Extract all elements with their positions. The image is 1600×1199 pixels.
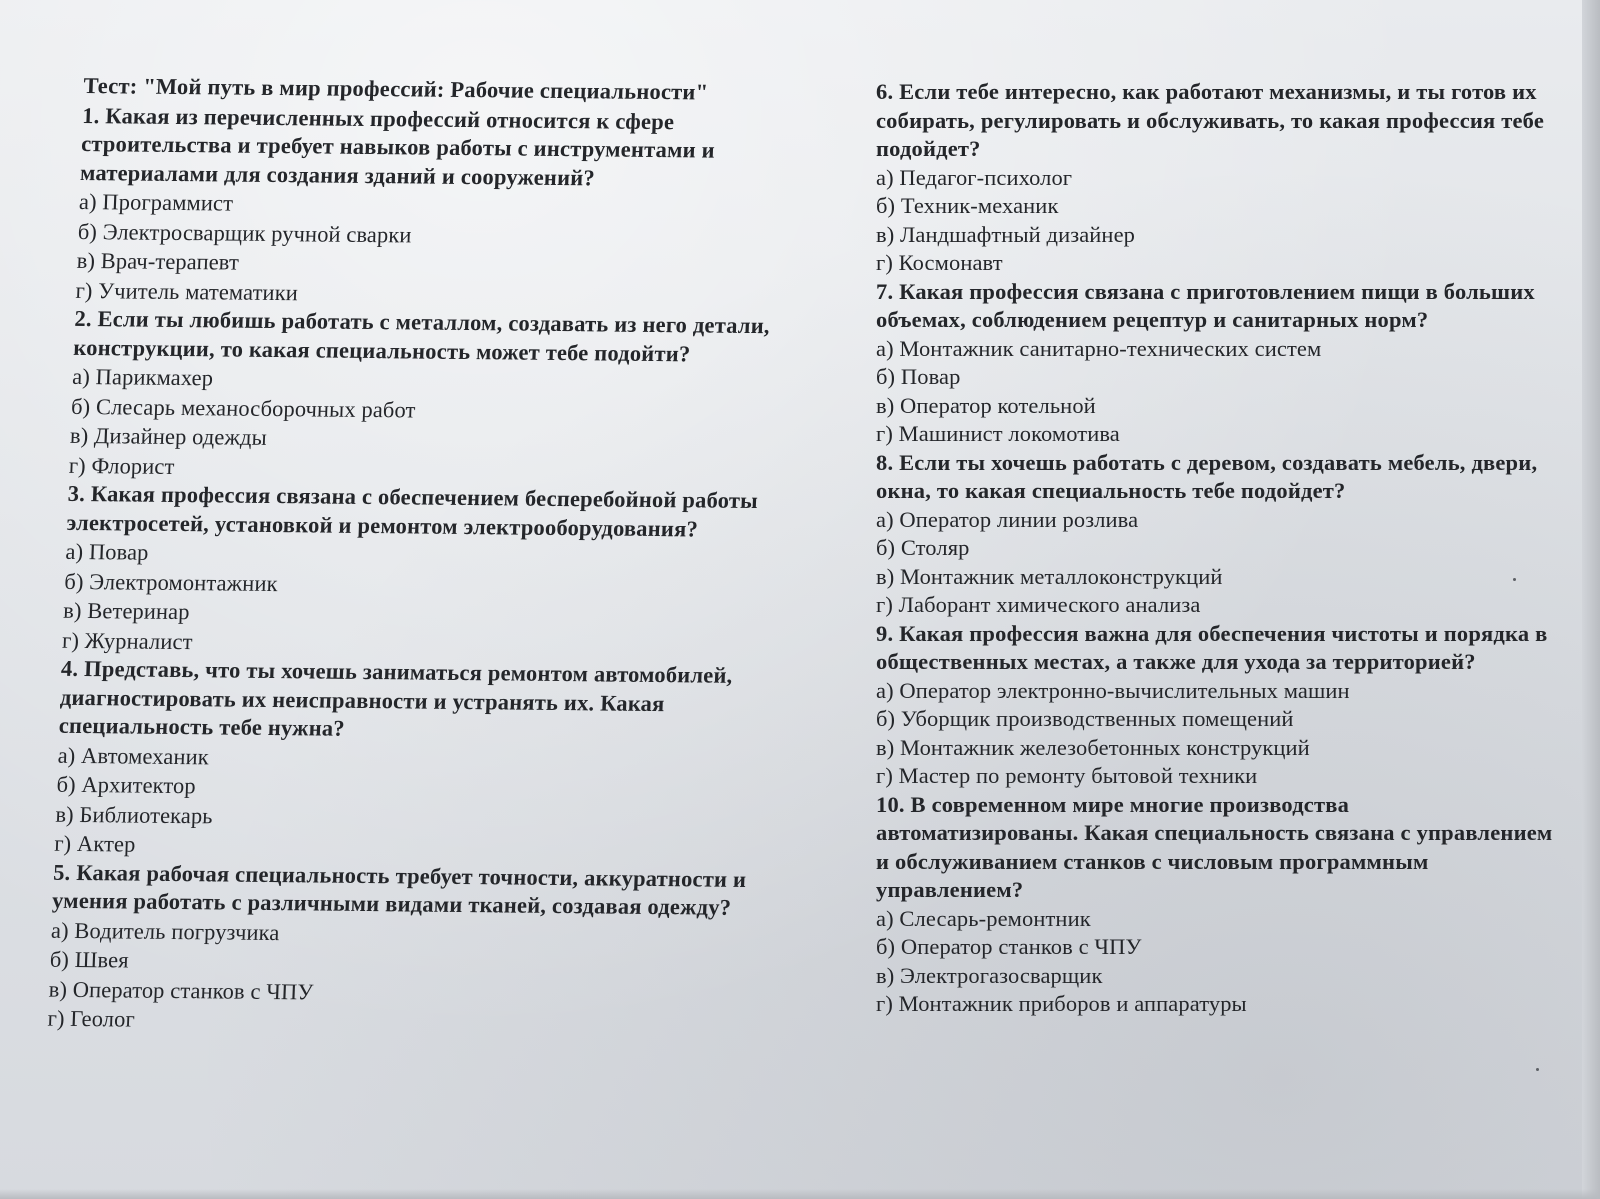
answer-option: а) Оператор электронно-вычислительных машин — [876, 677, 1350, 703]
sheet-bottom-edge — [0, 1189, 1600, 1199]
answer-option: в) Монтажник железобетонных конструкций — [876, 734, 1310, 760]
answer-option: в) Оператор станков с ЧПУ — [48, 976, 314, 1004]
answer-option: б) Слесарь механосборочных работ — [70, 393, 416, 422]
question-text: 8. Если ты хочешь работать с деревом, создавать мебель, двери, окна, то какая специальность тебе подойдет? — [876, 449, 1538, 503]
answer-option: а) Слесарь-ремонтник — [876, 905, 1091, 931]
question-6 — [876, 78, 1556, 278]
answer-option: в) Библиотекарь — [55, 801, 214, 828]
answer-option: в) Дизайнер одежды — [69, 422, 268, 450]
answer-option: а) Парикмахер — [71, 363, 214, 391]
answer-option: а) Монтажник санитарно-технических систем — [876, 335, 1322, 361]
test-title: Тест: "Мой путь в мир профессий: Рабочие специальности" — [83, 72, 709, 105]
sheet-right-edge — [1582, 0, 1600, 1199]
question-3 — [62, 480, 789, 662]
question-text: 6. Если тебе интересно, как работают механизмы, и ты готов их собирать, регулировать и обслуживать, то какая профессия тебе подойдет? — [876, 79, 1545, 161]
answer-option: г) Мастер по ремонту бытовой техники — [876, 763, 1258, 788]
answer-option: г) Лаборант химического анализа — [876, 592, 1201, 617]
answer-option: б) Столяр — [876, 535, 970, 560]
answer-option: б) Уборщик производственных помещений — [876, 706, 1294, 731]
question-7 — [876, 278, 1556, 449]
answer-option: в) Ветеринар — [62, 597, 191, 625]
answer-option: г) Космонавт — [876, 250, 1003, 275]
right-column — [876, 78, 1556, 1019]
answer-option: в) Оператор котельной — [876, 392, 1096, 418]
answer-option: г) Флорист — [68, 452, 175, 479]
question-2 — [68, 305, 795, 487]
answer-option: в) Ландшафтный дизайнер — [876, 221, 1136, 247]
answer-option: в) Электрогазосварщик — [876, 962, 1103, 988]
question-text: 9. Какая профессия важна для обеспечения чистоты и порядка в общественных местах, а также для ухода за территорией? — [876, 620, 1548, 674]
question-4 — [54, 655, 782, 866]
question-text: 2. Если ты любишь работать с металлом, создавать из него детали, конструкции, то какая специальность может тебе подойти? — [72, 305, 771, 366]
question-9 — [876, 620, 1556, 791]
answer-option: в) Врач-терапевт — [76, 247, 240, 275]
answer-option: б) Электросварщик ручной сварки — [77, 218, 413, 247]
question-1 — [75, 101, 803, 312]
answer-option: а) Оператор линии розлива — [876, 506, 1139, 532]
question-text: 4. Представь, что ты хочешь заниматься ремонтом автомобилей, диагностировать их неисправности и устранять их. Какая специальность тебе нужна? — [58, 655, 733, 741]
question-10 — [876, 791, 1556, 1019]
answer-option: а) Программист — [78, 188, 234, 216]
question-text: 3. Какая профессия связана с обеспечением бесперебойной работы электросетей, установкой и ремонтом электрооборудования? — [66, 480, 759, 541]
answer-option: б) Электромонтажник — [63, 568, 279, 596]
answer-option: г) Журналист — [61, 627, 194, 654]
paper-speck — [1536, 1068, 1539, 1071]
answer-option: а) Водитель погрузчика — [50, 917, 280, 945]
question-text: 7. Какая профессия связана с приготовлением пищи в больших объемах, соблюдением рецептур и санитарных норм? — [876, 278, 1535, 332]
answer-option: б) Швея — [49, 946, 130, 973]
answer-option: г) Монтажник приборов и аппаратуры — [876, 991, 1247, 1016]
answer-option: б) Повар — [876, 364, 961, 389]
question-5 — [47, 858, 774, 1040]
answer-option: а) Педагог-психолог — [876, 164, 1073, 190]
answer-option: б) Архитектор — [56, 771, 197, 799]
paper-speck — [1513, 578, 1516, 581]
answer-option: а) Автомеханик — [57, 742, 210, 769]
answer-option: г) Геолог — [47, 1005, 136, 1032]
question-8 — [876, 449, 1556, 620]
question-text: 10. В современном мире многие производства автоматизированы. Какая специальность связана с управлением и обслуживанием станков с числовым программным управлением? — [876, 791, 1553, 902]
question-text: 5. Какая рабочая специальность требует точности, аккуратности и умения работать с различными видами тканей, создавая одежду? — [51, 859, 747, 920]
answer-option: б) Оператор станков с ЧПУ — [876, 934, 1142, 959]
answer-option: б) Техник-механик — [876, 193, 1059, 218]
answer-option: г) Машинист локомотива — [876, 421, 1120, 446]
answer-option: в) Монтажник металлоконструкций — [876, 563, 1223, 589]
left-column — [47, 72, 804, 1041]
question-text: 1. Какая из перечисленных профессий относится к сфере строительства и требует навыков работы с инструментами и материалами для создания зданий и сооружений? — [79, 102, 716, 190]
answer-option: г) Учитель математики — [75, 277, 299, 305]
answer-option: а) Повар — [65, 538, 150, 565]
answer-option: г) Актер — [53, 830, 136, 857]
